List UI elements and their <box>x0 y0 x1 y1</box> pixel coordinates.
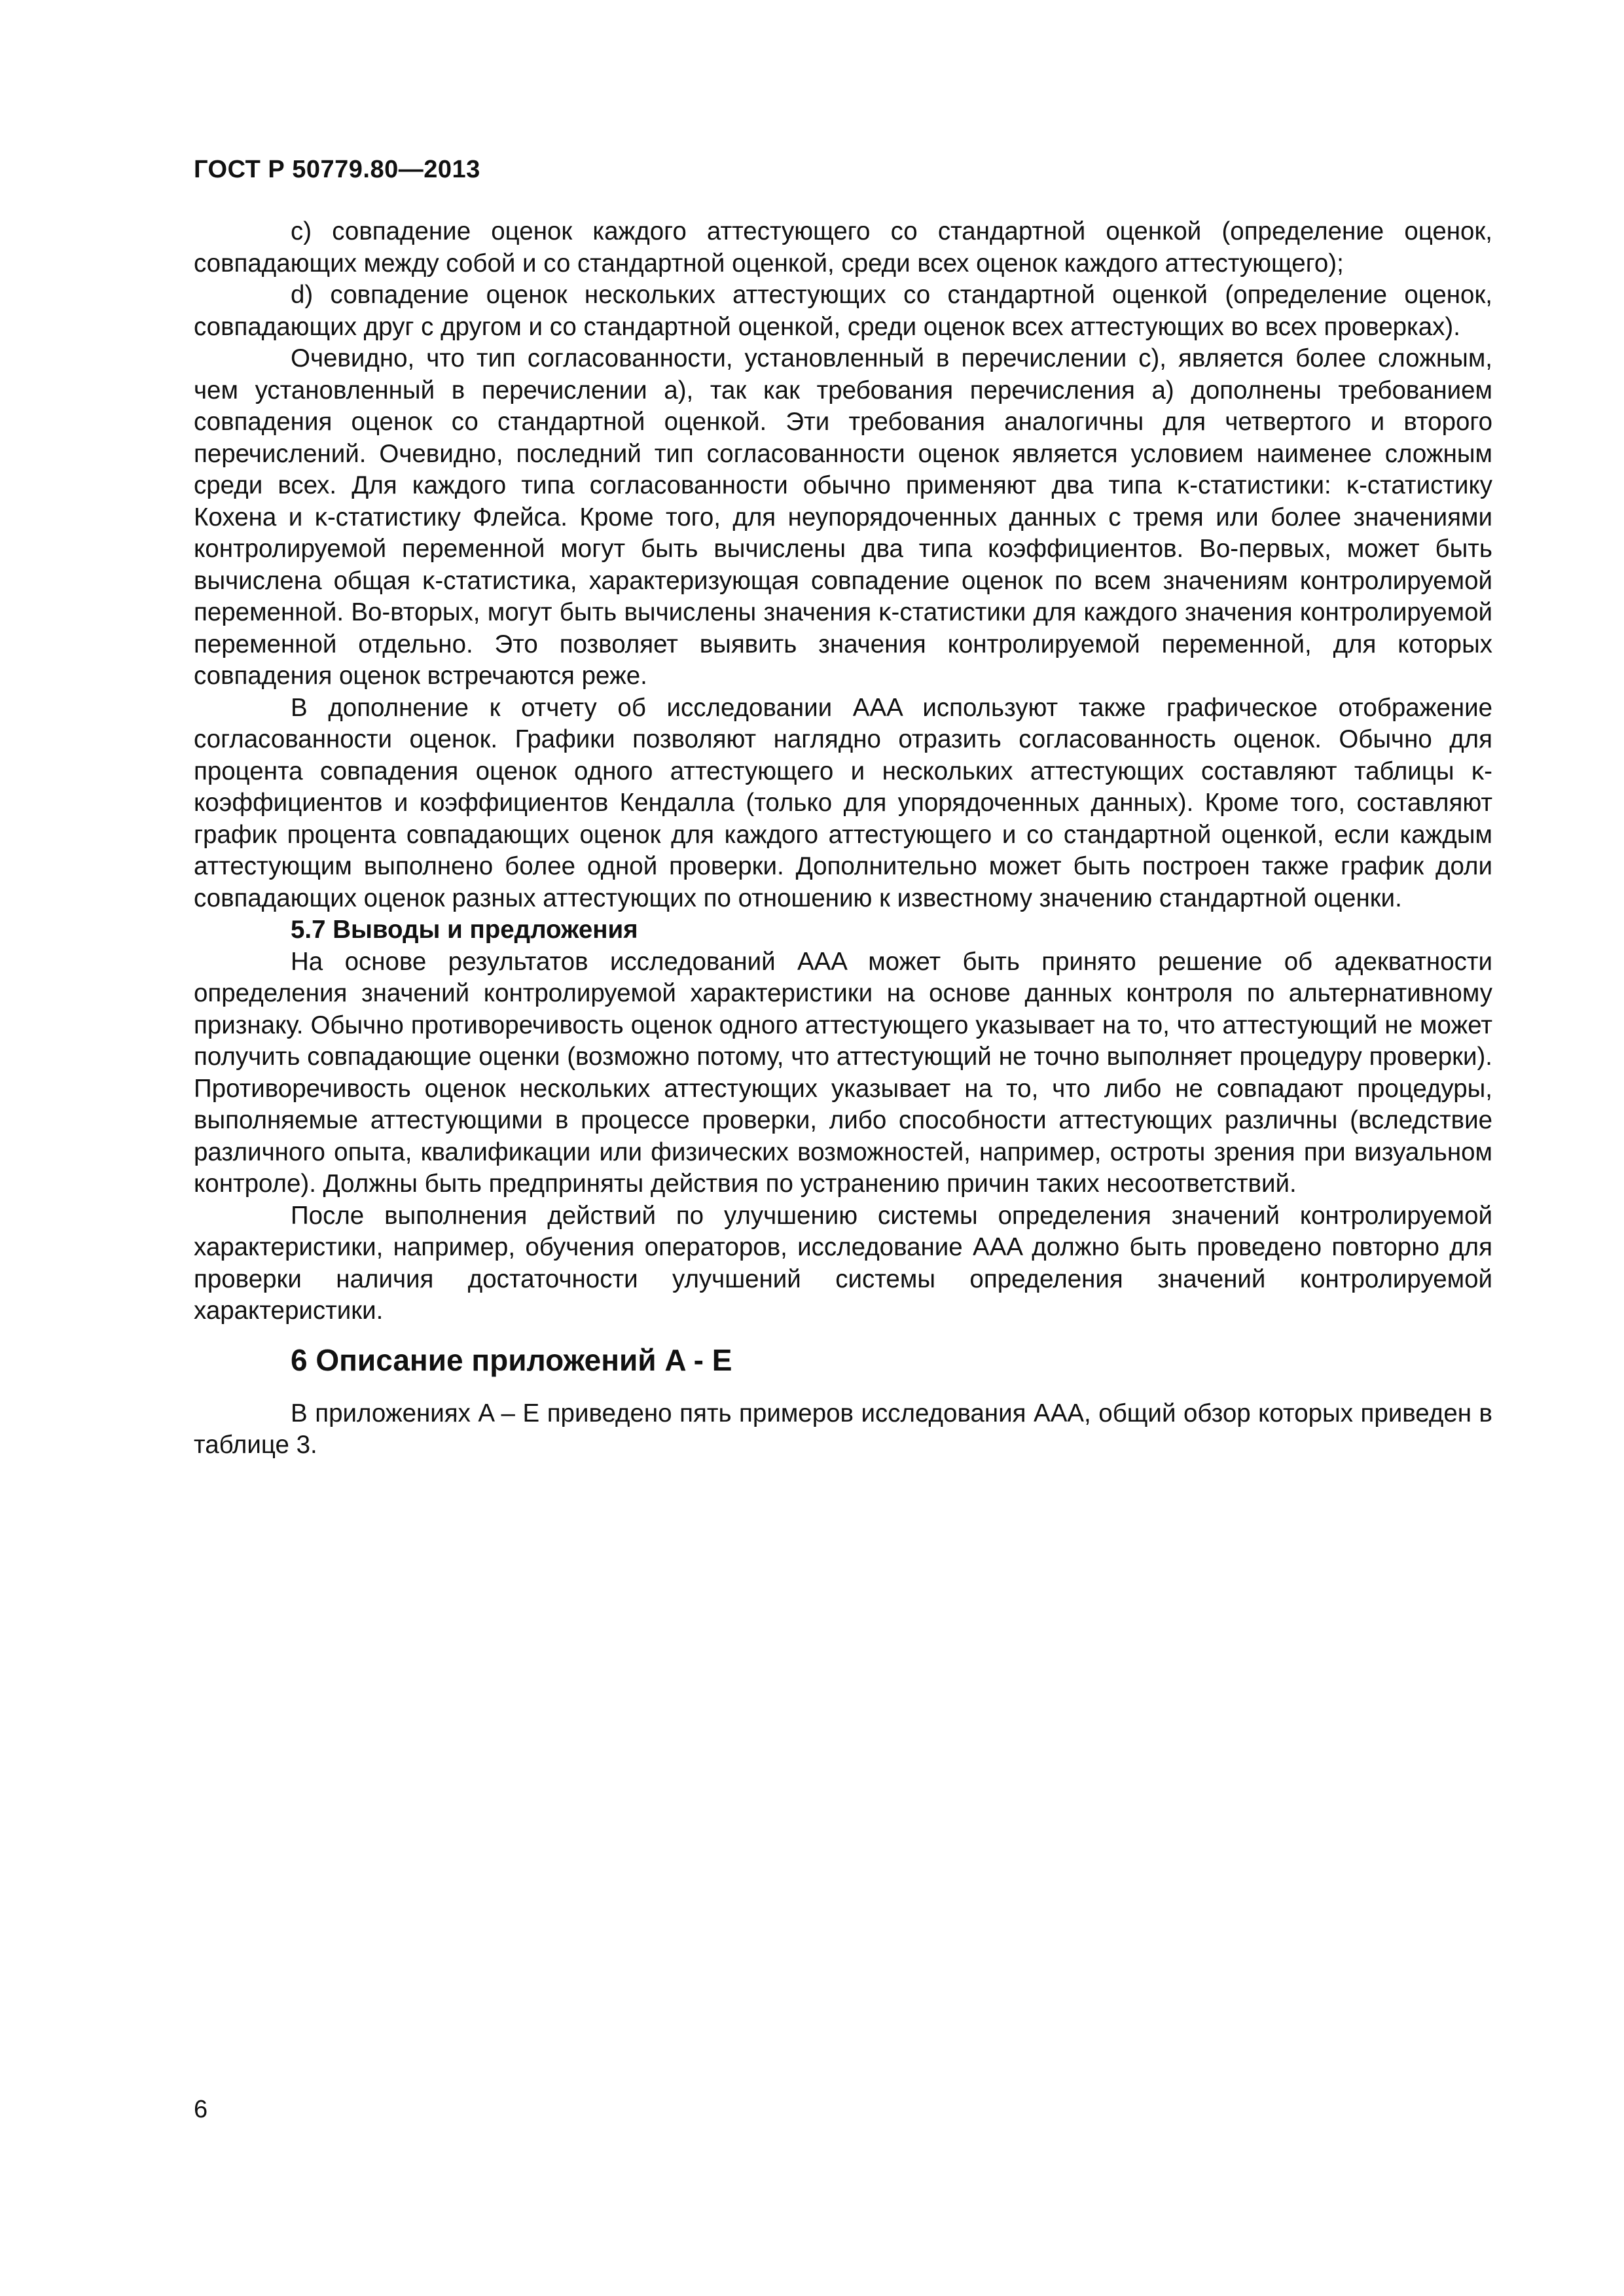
list-item-d: d) совпадение оценок нескольких аттестующих со стандартной оценкой (определение оценок, совпадающих друг с другом и со стандартной оценкой, среди оценок всех аттестующих во всех проверках). <box>194 281 1492 341</box>
section-heading-5-7: 5.7 Выводы и предложения <box>291 916 638 944</box>
section-heading-6: 6 Описание приложений A - E <box>291 1342 732 1377</box>
paragraph-consistency-types: Очевидно, что тип согласованности, установленный в перечислении c), является более сложным, чем установленный в перечислении a), так как требования перечисления a) дополнены требованием совпадения оценок со стандартной оценкой. Эти требования аналогичны для четвертого и второго перечислений. Очевидно, последний тип согласованности оценок является условием наименее сложным среди всех. Для каждого типа согласованности обычно применяют два типа κ-статистики: κ-статистику Кохена и κ-статистику Флейса. Кроме того, для неупорядоченных данных с тремя или более значениями контролируемой переменной могут быть вычислены два типа коэффициентов. Во-первых, может быть вычислена общая κ-статистика, характеризующая совпадение оценок по всем значениям контролируемой переменной. Во-вторых, могут быть вычислены значения κ-статистики для каждого значения контролируемой переменной отдельно. Это позволяет выявить значения контролируемой переменной, для которых совпадения оценок встречаются реже. <box>194 344 1492 690</box>
paragraph-graphics: В дополнение к отчету об исследовании AAA используют также графическое отображение согласованности оценок. Графики позволяют наглядно отразить согласованность оценок. Обычно для процента совпадения оценок одного аттестующего и нескольких аттестующих составляют таблицы κ-коэффициентов и коэффициентов Кендалла (только для упорядоченных данных). Кроме того, составляют график процента совпадающих оценок для каждого аттестующего и со стандартной оценкой, если каждым аттестующим выполнено более одной проверки. Дополнительно может быть построен также график доли совпадающих оценок разных аттестующих по отношению к известному значению стандартной оценки. <box>194 693 1492 912</box>
page-number: 6 <box>194 2096 208 2123</box>
document-body <box>194 216 1492 1462</box>
list-item-c: c) совпадение оценок каждого аттестующего со стандартной оценкой (определение оценок, совпадающих между собой и со стандартной оценкой, среди всех оценок каждого аттестующего); <box>194 217 1492 278</box>
paragraph-conclusions: На основе результатов исследований AAA может быть принято решение об адекватности определения значений контролируемой характеристики на основе данных контроля по альтернативному признаку. Обычно противоречивость оценок одного аттестующего указывает на то, что аттестующий не может получить совпадающие оценки (возможно потому, что аттестующий не точно выполняет процедуру проверки). Противоречивость оценок нескольких аттестующих указывает на то, что либо не совпадают процедуры, выполняемые аттестующими в процессе проверки, либо способности аттестующих различны (вследствие различного опыта, квалификации или физических возможностей, например, остроты зрения при визуальном контроле). Должны быть предприняты действия по устранению причин таких несоответствий. <box>194 947 1492 1198</box>
standard-code-header: ГОСТ Р 50779.80—2013 <box>194 156 480 183</box>
paragraph-repeat-study: После выполнения действий по улучшению системы определения значений контролируемой характеристики, например, обучения операторов, исследование AAA должно быть проведено повторно для проверки наличия достаточности улучшений системы определения значений контролируемой характеристики. <box>194 1201 1492 1325</box>
paragraph-annexes: В приложениях A – E приведено пять примеров исследования AAA, общий обзор которых приведен в таблице 3. <box>194 1399 1492 1459</box>
